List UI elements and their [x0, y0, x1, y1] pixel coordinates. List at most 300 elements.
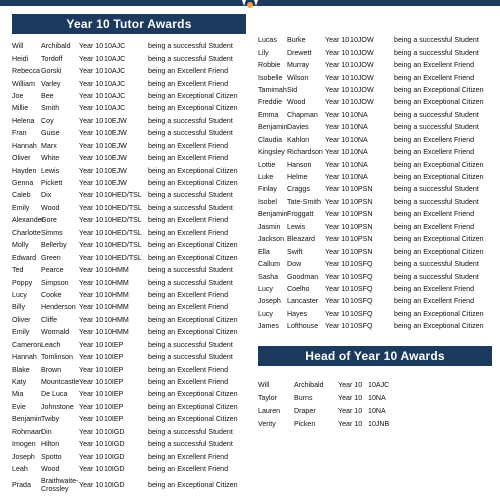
tutor-group: 10IGD	[104, 465, 125, 474]
year-group: Year 10	[325, 148, 350, 157]
first-name: Joseph	[258, 297, 281, 306]
surname: Green	[41, 253, 61, 262]
surname: Marx	[41, 141, 57, 150]
first-name: Claudia	[258, 135, 283, 144]
first-name: Joe	[12, 91, 24, 100]
award-reason: being a successful Student	[148, 440, 233, 449]
year-group: Year 10	[79, 427, 104, 436]
first-name: Will	[258, 380, 270, 389]
award-reason: being a successful Student	[394, 260, 479, 269]
first-name: Evie	[12, 402, 26, 411]
year-group: Year 10	[325, 235, 350, 244]
tutor-group: 10HED/TSL	[104, 191, 142, 200]
tutor-group: 10SFQ	[350, 297, 373, 306]
tutor-group: 10IEP	[104, 365, 124, 374]
first-name: Benjamin	[258, 210, 288, 219]
award-row	[258, 233, 492, 245]
award-row	[258, 59, 492, 71]
tutor-group: 10NA	[350, 160, 368, 169]
award-reason: being an Excellent Friend	[394, 222, 475, 231]
surname: Archibald	[294, 380, 324, 389]
award-row	[12, 264, 246, 276]
award-row	[258, 320, 492, 332]
award-row	[12, 289, 246, 301]
first-name: Genna	[12, 179, 34, 188]
award-reason: being an Exceptional Citizen	[148, 91, 238, 100]
surname: Goodman	[287, 272, 319, 281]
first-name: Lucy	[258, 284, 273, 293]
award-row	[12, 301, 246, 313]
surname: Wilson	[287, 73, 309, 82]
tutor-awards-list-left	[12, 40, 246, 495]
year-group: Year 10	[79, 290, 104, 299]
first-name: Edward	[12, 253, 37, 262]
first-name: Jackson	[258, 235, 285, 244]
year-group: Year 10	[325, 98, 350, 107]
first-name: Emily	[12, 328, 30, 337]
award-row	[12, 202, 246, 214]
year-group: Year 10	[79, 481, 104, 490]
award-row	[12, 376, 246, 388]
tutor-group: 10IEP	[104, 378, 124, 387]
first-name: Isobelle	[258, 73, 283, 82]
award-row	[258, 183, 492, 195]
tutor-group: 10AJC	[104, 42, 126, 51]
surname: Braithwaite-Crossley	[41, 477, 79, 494]
surname: Din	[41, 427, 52, 436]
award-row	[258, 71, 492, 83]
surname: Archibald	[41, 42, 71, 51]
surname: Draper	[294, 406, 316, 415]
award-reason: being an Excellent Friend	[148, 216, 229, 225]
award-reason: being an Excellent Friend	[148, 67, 229, 76]
tutor-group: 10JOW	[350, 61, 374, 70]
award-reason: being a successful Student	[148, 116, 233, 125]
year-group: Year 10	[79, 278, 104, 287]
tutor-group: 10EJW	[104, 154, 127, 163]
award-row	[12, 339, 246, 351]
year-group: Year 10	[325, 222, 350, 231]
award-reason: being an Exceptional Citizen	[148, 179, 238, 188]
surname: Hilton	[41, 440, 60, 449]
first-name: Lottie	[258, 160, 276, 169]
award-reason: being an Exceptional Citizen	[148, 104, 238, 113]
award-row	[12, 52, 246, 64]
award-reason: being an Excellent Friend	[148, 154, 229, 163]
tutor-group: 10JNB	[368, 419, 390, 428]
award-reason: being an Exceptional Citizen	[148, 481, 238, 490]
surname: Burke	[287, 36, 306, 45]
award-row	[12, 475, 246, 495]
year-group: Year 10	[79, 440, 104, 449]
award-row	[12, 388, 246, 400]
tutor-group: 10AJC	[368, 380, 390, 389]
tutor-group: 10EJW	[104, 141, 127, 150]
year-group: Year 10	[79, 378, 104, 387]
surname: Chapman	[287, 110, 318, 119]
first-name: Helena	[12, 116, 35, 125]
year-group: Year 10	[79, 415, 104, 424]
year-group: Year 10	[325, 247, 350, 256]
first-name: Lauren	[258, 406, 281, 415]
award-reason: being a successful Student	[394, 272, 479, 281]
year-group: Year 10	[79, 91, 104, 100]
award-reason: being an Excellent Friend	[148, 141, 229, 150]
surname: Tordoff	[41, 54, 63, 63]
year-group: Year 10	[325, 185, 350, 194]
surname: Tomlinson	[41, 353, 73, 362]
first-name: Ella	[258, 247, 270, 256]
award-reason: being an Exceptional Citizen	[394, 247, 484, 256]
first-name: Luke	[258, 173, 274, 182]
surname: Swift	[287, 247, 303, 256]
first-name: Prada	[12, 481, 31, 490]
first-name: Imogen	[12, 440, 36, 449]
tutor-group: 10HED/TSL	[104, 216, 142, 225]
surname: Sid	[287, 85, 298, 94]
award-row	[12, 77, 246, 89]
surname: Brown	[41, 365, 62, 374]
tutor-group: 10NA	[350, 123, 368, 132]
award-reason: being an Exceptional Citizen	[148, 241, 238, 250]
award-row	[12, 189, 246, 201]
award-row	[258, 84, 492, 96]
award-reason: being an Excellent Friend	[394, 135, 475, 144]
year-group: Year 10	[79, 54, 104, 63]
year-group: Year 10	[79, 266, 104, 275]
tutor-group: 10PSN	[350, 210, 373, 219]
year-group: Year 10	[325, 110, 350, 119]
first-name: Lucas	[258, 36, 277, 45]
award-row	[12, 463, 246, 475]
tutor-awards-list-right	[258, 34, 492, 333]
tutor-group: 10PSN	[350, 185, 373, 194]
award-row	[12, 251, 246, 263]
first-name: Lucy	[12, 290, 27, 299]
award-row	[258, 283, 492, 295]
year-group: Year 10	[79, 67, 104, 76]
year-group: Year 10	[325, 309, 350, 318]
award-row	[12, 102, 246, 114]
award-reason: being an Excellent Friend	[148, 465, 229, 474]
year-group: Year 10	[325, 85, 350, 94]
first-name: Mia	[12, 390, 24, 399]
first-name: Heidi	[12, 54, 29, 63]
year-group: Year 10	[325, 123, 350, 132]
tutor-group: 10IEP	[104, 390, 124, 399]
tutor-group: 10JOW	[350, 48, 374, 57]
award-reason: being a successful Student	[148, 203, 233, 212]
first-name: Caleb	[12, 191, 31, 200]
award-row	[12, 65, 246, 77]
year-group: Year 10	[79, 228, 104, 237]
award-row	[258, 221, 492, 233]
year-group: Year 10	[79, 452, 104, 461]
first-name: Benjamin	[258, 123, 288, 132]
school-crest-icon	[220, 0, 280, 10]
year-group: Year 10	[325, 173, 350, 182]
surname: Coelho	[287, 284, 310, 293]
year-group: Year 10	[79, 191, 104, 200]
award-reason: being a successful Student	[148, 129, 233, 138]
year-group: Year 10	[79, 253, 104, 262]
tutor-group: 10PSN	[350, 247, 373, 256]
first-name: Jasmin	[258, 222, 281, 231]
tutor-group: 10SFQ	[350, 260, 373, 269]
award-row	[258, 171, 492, 183]
year-group: Year 10	[79, 166, 104, 175]
award-reason: being an Excellent Friend	[148, 228, 229, 237]
first-name: William	[12, 79, 35, 88]
year-group: Year 10	[79, 141, 104, 150]
surname: Wood	[287, 98, 306, 107]
head-of-year-awards-list	[258, 378, 492, 430]
award-row	[258, 121, 492, 133]
award-reason: being an Exceptional Citizen	[394, 98, 484, 107]
tutor-group: 10IGD	[104, 440, 125, 449]
tutor-group: 10HMM	[104, 290, 129, 299]
award-row	[258, 34, 492, 46]
first-name: Fran	[12, 129, 27, 138]
award-row	[258, 134, 492, 146]
award-reason: being a successful Student	[148, 340, 233, 349]
award-reason: being an Excellent Friend	[394, 73, 475, 82]
award-reason: being an Excellent Friend	[394, 297, 475, 306]
year-group: Year 10	[79, 328, 104, 337]
surname: Drewett	[287, 48, 312, 57]
tutor-group: 10HED/TSL	[104, 228, 142, 237]
year-group: Year 10	[325, 36, 350, 45]
tutor-group: 10JOW	[350, 73, 374, 82]
award-reason: being a successful Student	[148, 353, 233, 362]
tutor-group: 10EJW	[104, 166, 127, 175]
surname: Henderson	[41, 303, 76, 312]
year-group: Year 10	[79, 241, 104, 250]
first-name: Blake	[12, 365, 30, 374]
award-reason: being a successful Student	[148, 42, 233, 51]
first-name: Hayden	[12, 166, 37, 175]
first-name: Verity	[258, 419, 276, 428]
award-row	[258, 146, 492, 158]
year-group: Year 10	[79, 42, 104, 51]
award-reason: being an Exceptional Citizen	[394, 309, 484, 318]
surname: Wood	[41, 203, 60, 212]
award-row	[258, 378, 492, 391]
award-row	[12, 164, 246, 176]
surname: Simms	[41, 228, 63, 237]
first-name: Alexander	[12, 216, 44, 225]
first-name: Freddie	[258, 98, 283, 107]
award-reason: being a successful Student	[394, 48, 479, 57]
tutor-group: 10IEP	[104, 402, 124, 411]
year-group: Year 10	[325, 73, 350, 82]
award-reason: being an Exceptional Citizen	[394, 173, 484, 182]
first-name: Rohmaan	[12, 427, 43, 436]
year-group: Year 10	[79, 340, 104, 349]
award-row	[12, 351, 246, 363]
award-row	[258, 245, 492, 257]
year-group: Year 10	[79, 104, 104, 113]
award-reason: being an Excellent Friend	[394, 148, 475, 157]
tutor-group: 10IEP	[104, 340, 124, 349]
surname: Hanson	[287, 160, 312, 169]
award-row	[12, 127, 246, 139]
first-name: Katy	[12, 378, 27, 387]
award-row	[12, 115, 246, 127]
award-row	[258, 258, 492, 270]
award-reason: being an Exceptional Citizen	[394, 85, 484, 94]
year-group: Year 10	[325, 322, 350, 331]
tutor-group: 10IEP	[104, 353, 124, 362]
first-name: Leah	[12, 465, 28, 474]
surname: Pearce	[41, 266, 64, 275]
tutor-awards-left-column	[12, 14, 246, 495]
first-name: Lucy	[258, 309, 273, 318]
first-name: Hannah	[12, 141, 37, 150]
year-group: Year 10	[79, 179, 104, 188]
surname: Wood	[41, 465, 60, 474]
year-group: Year 10	[325, 135, 350, 144]
surname: Wormald	[41, 328, 70, 337]
surname: Smith	[41, 104, 60, 113]
award-row	[258, 96, 492, 108]
surname: Kahlon	[287, 135, 310, 144]
year-group: Year 10	[325, 297, 350, 306]
first-name: Millie	[12, 104, 29, 113]
award-row	[12, 276, 246, 288]
first-name: Lily	[258, 48, 269, 57]
award-row	[12, 140, 246, 152]
surname: Cliffe	[41, 315, 58, 324]
surname: Simpson	[41, 278, 69, 287]
tutor-group: 10JOW	[350, 98, 374, 107]
first-name: Ted	[12, 266, 24, 275]
award-reason: being an Exceptional Citizen	[148, 166, 238, 175]
award-row	[12, 426, 246, 438]
award-reason: being an Exceptional Citizen	[148, 253, 238, 262]
award-row	[12, 214, 246, 226]
surname: Leach	[41, 340, 61, 349]
year-group: Year 10	[338, 406, 363, 415]
award-row	[258, 417, 492, 430]
tutor-group: 10AJC	[104, 54, 126, 63]
award-row	[258, 391, 492, 404]
award-reason: being a successful Student	[148, 427, 233, 436]
tutor-group: 10HMM	[104, 278, 129, 287]
surname: Bleazard	[287, 235, 315, 244]
award-reason: being an Excellent Friend	[148, 365, 229, 374]
surname: Spotto	[41, 452, 62, 461]
first-name: James	[258, 322, 279, 331]
tutor-group: 10EJW	[104, 129, 127, 138]
tutor-group: 10SFQ	[350, 322, 373, 331]
tutor-group: 10NA	[350, 173, 368, 182]
year-group: Year 10	[79, 154, 104, 163]
year-group: Year 10	[79, 216, 104, 225]
award-row	[12, 227, 246, 239]
surname: Dix	[41, 191, 52, 200]
award-reason: being an Exceptional Citizen	[394, 160, 484, 169]
award-row	[12, 401, 246, 413]
tutor-group: 10IGD	[104, 481, 125, 490]
surname: Pickett	[41, 179, 63, 188]
first-name: Emily	[12, 203, 30, 212]
year-group: Year 10	[338, 419, 363, 428]
tutor-group: 10PSN	[350, 235, 373, 244]
award-reason: being an Exceptional Citizen	[394, 235, 484, 244]
tutor-awards-right-column	[258, 34, 492, 333]
year-group: Year 10	[325, 284, 350, 293]
year-group: Year 10	[325, 48, 350, 57]
first-name: Hannah	[12, 353, 37, 362]
tutor-group: 10PSN	[350, 197, 373, 206]
year-group: Year 10	[325, 197, 350, 206]
award-reason: being an Exceptional Citizen	[148, 328, 238, 337]
tutor-group: 10HMM	[104, 315, 129, 324]
first-name: Rebecca	[12, 67, 40, 76]
first-name: Taylor	[258, 393, 277, 402]
surname: Varley	[41, 79, 61, 88]
surname: Lewis	[287, 222, 306, 231]
first-name: Will	[12, 42, 24, 51]
surname: Tate-Smith	[287, 197, 321, 206]
year-group: Year 10	[79, 116, 104, 125]
first-name: Tamimah	[258, 85, 287, 94]
surname: Craggs	[287, 185, 310, 194]
award-reason: being an Exceptional Citizen	[148, 415, 238, 424]
award-reason: being an Excellent Friend	[148, 452, 229, 461]
tutor-group: 10SFQ	[350, 272, 373, 281]
award-reason: being an Excellent Friend	[148, 378, 229, 387]
year-group: Year 10	[338, 380, 363, 389]
year-group: Year 10	[325, 61, 350, 70]
first-name: Benjamin	[12, 415, 42, 424]
award-reason: being a successful Student	[394, 123, 479, 132]
award-row	[258, 109, 492, 121]
surname: Twiby	[41, 415, 60, 424]
year-group: Year 10	[325, 160, 350, 169]
award-reason: being an Excellent Friend	[394, 210, 475, 219]
award-reason: being an Exceptional Citizen	[148, 315, 238, 324]
first-name: Joseph	[12, 452, 35, 461]
tutor-group: 10HMM	[104, 266, 129, 275]
tutor-group: 10IGD	[104, 427, 125, 436]
award-reason: being a successful Student	[148, 266, 233, 275]
year-group: Year 10	[79, 353, 104, 362]
award-reason: being an Excellent Friend	[148, 290, 229, 299]
award-row	[12, 40, 246, 52]
year-group: Year 10	[79, 402, 104, 411]
tutor-group: 10IEP	[104, 415, 124, 424]
surname: Gorski	[41, 67, 62, 76]
tutor-group: 10HED/TSL	[104, 253, 142, 262]
first-name: Sasha	[258, 272, 279, 281]
tutor-group: 10NA	[350, 110, 368, 119]
award-reason: being a successful Student	[394, 36, 479, 45]
award-row	[12, 438, 246, 450]
award-row	[12, 326, 246, 338]
award-row	[258, 295, 492, 307]
award-reason: being a successful Student	[394, 110, 479, 119]
year-group: Year 10	[79, 465, 104, 474]
year-group: Year 10	[338, 393, 363, 402]
surname: Guise	[41, 129, 60, 138]
surname: Picken	[294, 419, 316, 428]
award-row	[258, 270, 492, 282]
surname: Richardson	[287, 148, 323, 157]
first-name: Molly	[12, 241, 29, 250]
first-name: Callum	[258, 260, 281, 269]
